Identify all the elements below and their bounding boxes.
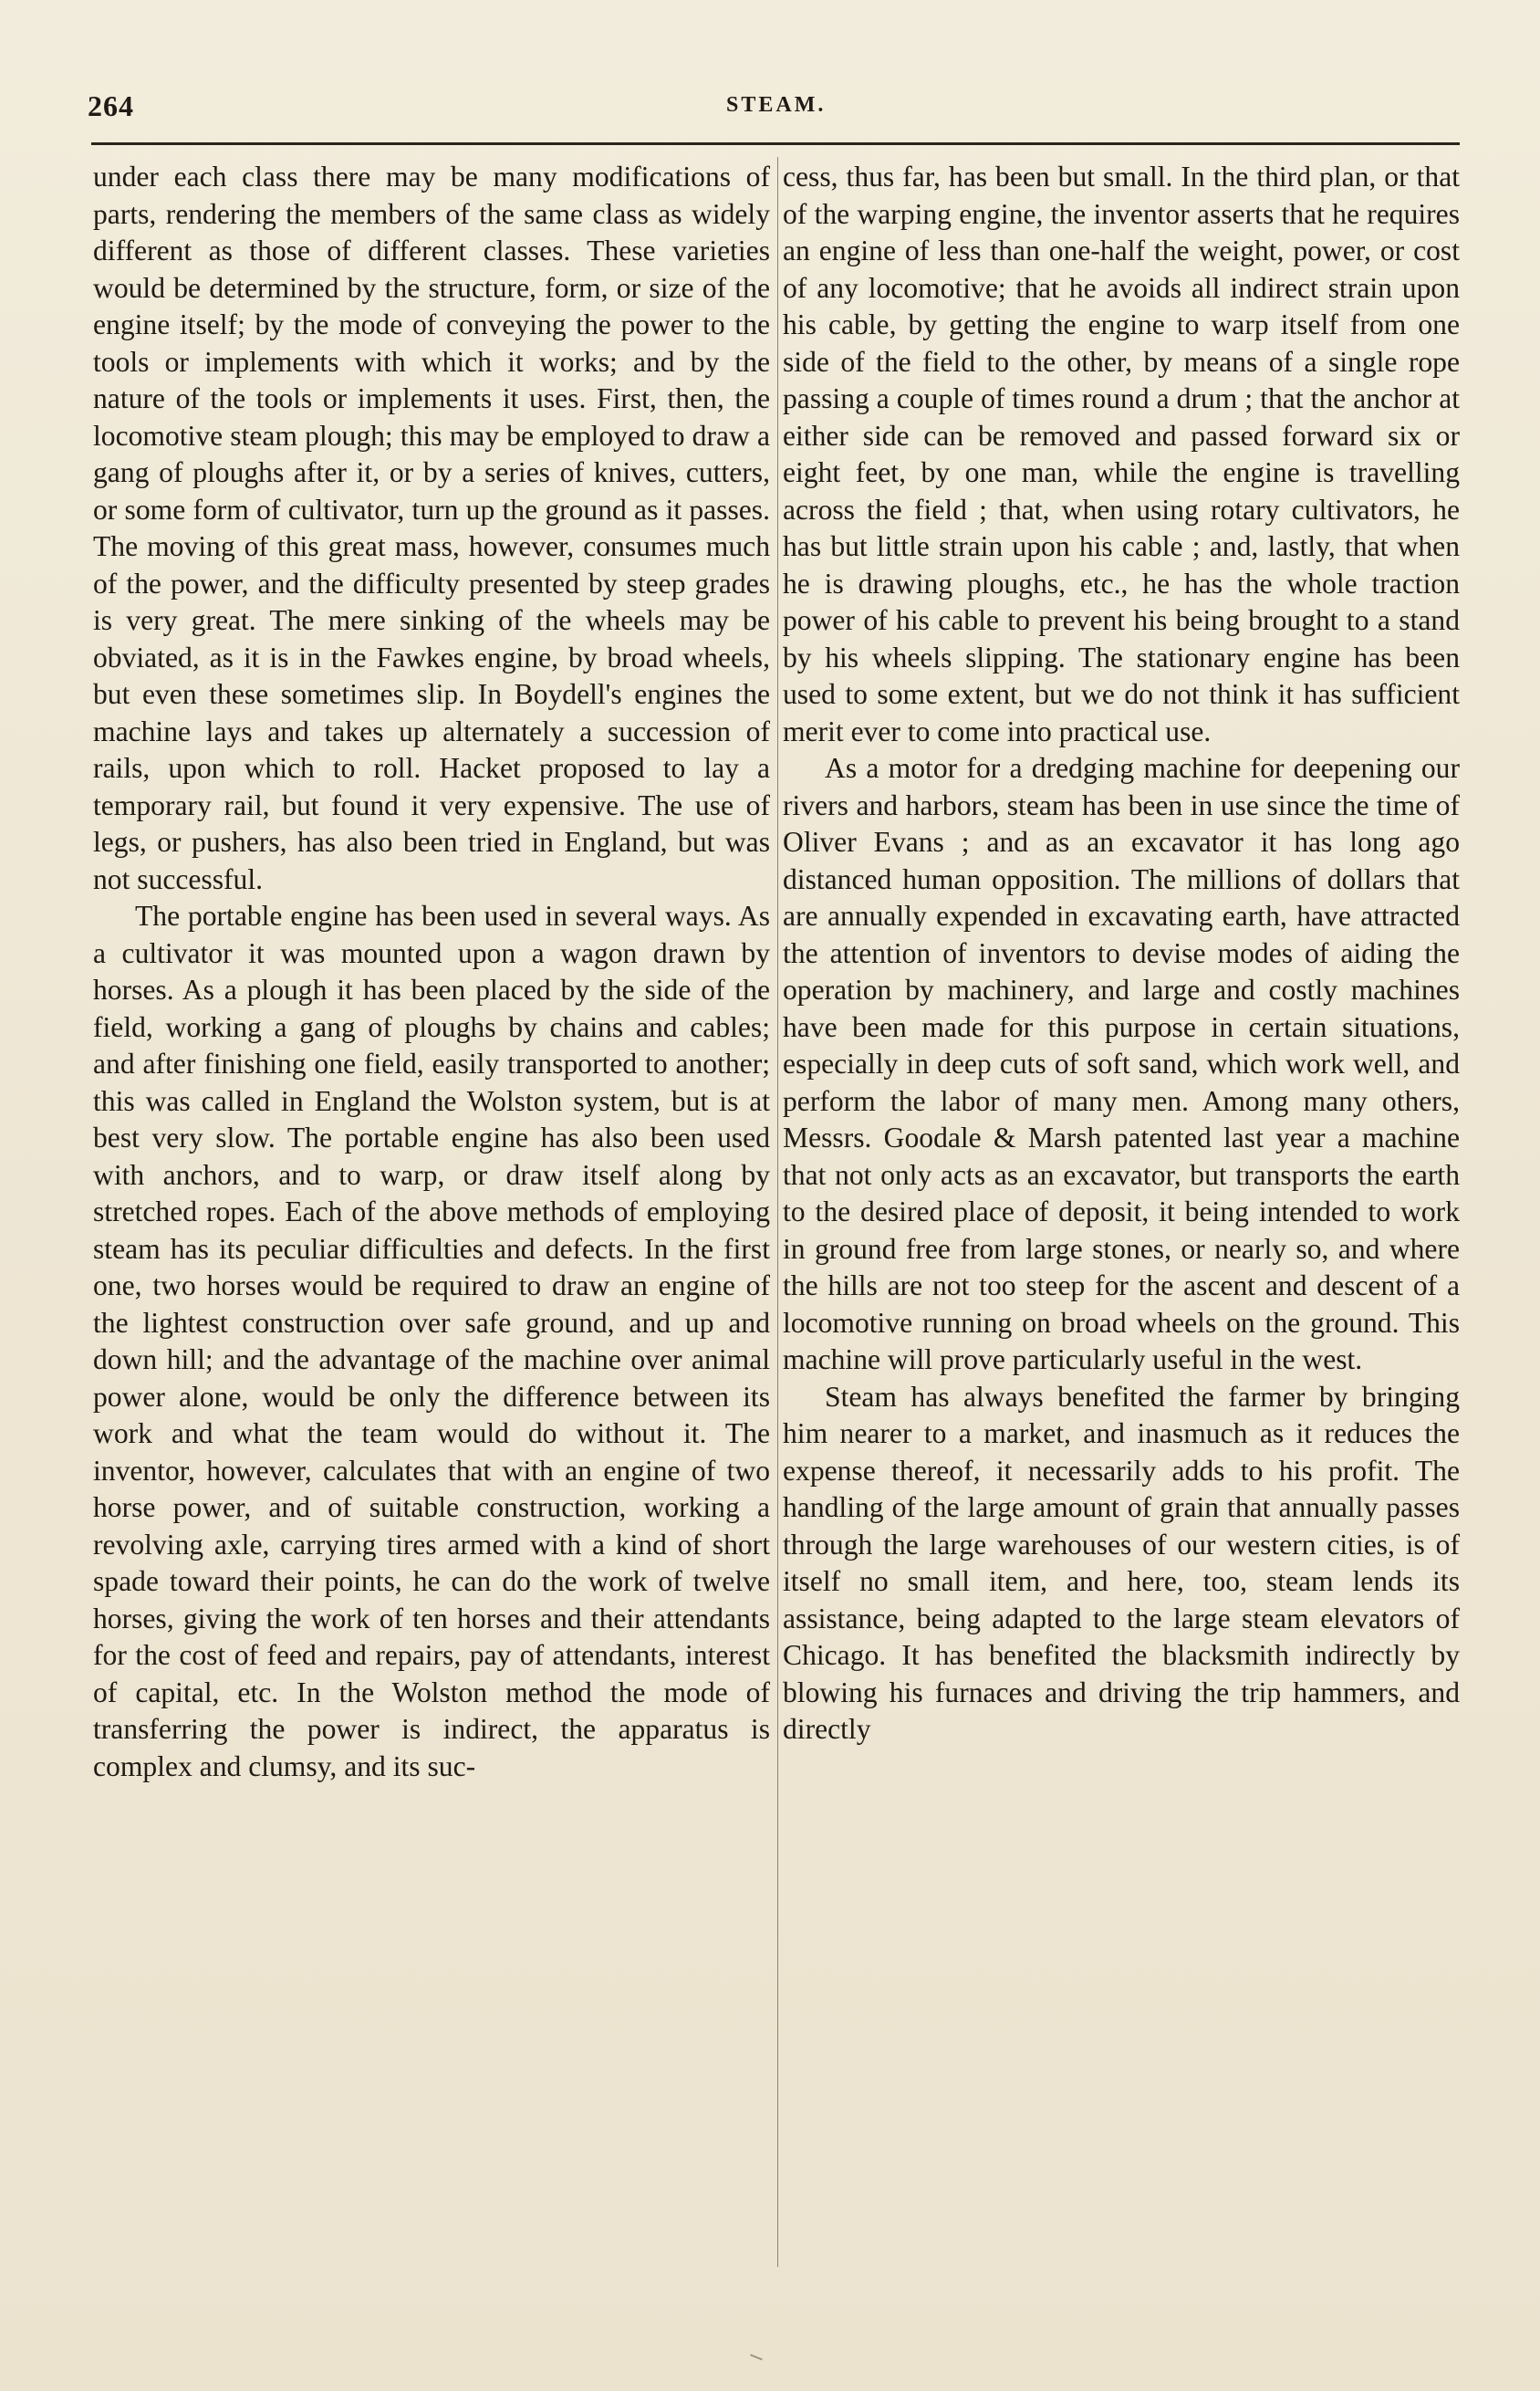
paragraph: under each class there may be many modifications of parts, rendering the members of the same class as widely different as those of different classes. These varieties would be determined by the structure, form, or size of the engine itself; by the mode of conveying the power to the tools or implements with which it works; and by the nature of the tools or implements it uses. First, then, the locomotive steam plough; this may be employed to draw a gang of ploughs after it, or by a series of knives, cutters, or some form of cultivator, turn up the ground as it passes. The moving of this great mass, however, consumes much of the power, and the difficulty presented by steep grades is very great. The mere sinking of the wheels may be obviated, as it is in the Fawkes engine, by broad wheels, but even these sometimes slip. In Boydell's engines the machine lays and takes up alternately a succession of rails, upon which to roll. Hacket proposed to lay a temporary rail, but found it very expensive. The use of legs, or pushers, has also been tried in England, but was not successful. [93, 161, 770, 895]
paragraph: The portable engine has been used in several ways. As a cultivator it was mounted upon a wagon drawn by horses. As a plough it has been placed by the side of the field, working a gang of ploughs by chains and cables; and after finishing one field, easily transported to another; this was called in England the Wolston system, but is at best very slow. The portable engine has also been used with anchors, and to warp, or draw itself along by stretched ropes. Each of the above methods of employing steam has its peculiar difficulties and defects. In the first one, two horses would be required to draw an engine of the lightest construction over safe ground, and up and down hill; and the advantage of the machine over animal power alone, would be only the difference between its work and what the team would do without it. The inventor, however, calculates that with an engine of two horse power, and of suitable construction, working a revolving axle, carrying tires armed with a kind of short spade toward their points, he can do the work of twelve horses, giving the work of ten horses and their attendants for the cost of feed and repairs, pay of attendants, interest of capital, etc. In the Wolston method the mode of transferring the power is indirect, the apparatus is complex and clumsy, and its suc- [93, 900, 770, 1782]
paper-speck [750, 2354, 763, 2360]
paragraph: Steam has always benefited the farmer by bringing him nearer to a market, and inasmuch as it reduces the expense thereof, it necessarily adds to his profit. The handling of the large amount of grain that annually passes through the large warehouses of our western cities, is of itself no small item, and here, too, steam lends its assistance, being adapted to the large steam elevators of Chicago. It has benefited the blacksmith indirectly by blowing his furnaces and driving the trip hammers, and directly [783, 1380, 1460, 1745]
right-column [783, 159, 1460, 1749]
running-title: STEAM. [726, 93, 827, 117]
running-header [88, 84, 1461, 135]
column-divider [777, 157, 778, 2267]
paragraph: As a motor for a dredging machine for deepening our rivers and harbors, steam has been in use since the time of Oliver Evans ; and as an excavator it has long ago distanced human opposition. The millions of dollars that are annually expended in excavating earth, have attracted the attention of inventors to devise modes of aiding the operation by machinery, and large and costly machines have been made for this purpose in certain situations, especially in deep cuts of soft sand, which work well, and perform the labor of many men. Among many others, Messrs. Goodale & Marsh patented last year a machine that not only acts as an excavator, but transports the earth to the desired place of deposit, it being intended to work in ground free from large stones, or nearly so, and where the hills are not too steep for the ascent and descent of a locomotive running on broad wheels on the ground. This machine will prove particularly useful in the west. [783, 752, 1460, 1375]
left-column [93, 159, 770, 1785]
paragraph: cess, thus far, has been but small. In the third plan, or that of the warping engine, the inventor asserts that he requires an engine of less than one-half the weight, power, or cost of any locomotive; that he avoids all indirect strain upon his cable, by getting the engine to warp itself from one side of the field to the other, by means of a single rope passing a couple of times round a drum ; that the anchor at either side can be removed and passed forward six or eight feet, by one man, while the engine is travelling across the field ; that, when using rotary cultivators, he has but little strain upon his cable ; and, lastly, that when he is drawing ploughs, etc., he has the whole traction power of his cable to prevent his being brought to a stand by his wheels slipping. The stationary engine has been used to some extent, but we do not think it has sufficient merit ever to come into practical use. [783, 161, 1460, 747]
page-number: 264 [88, 89, 134, 122]
header-rule [91, 142, 1460, 145]
